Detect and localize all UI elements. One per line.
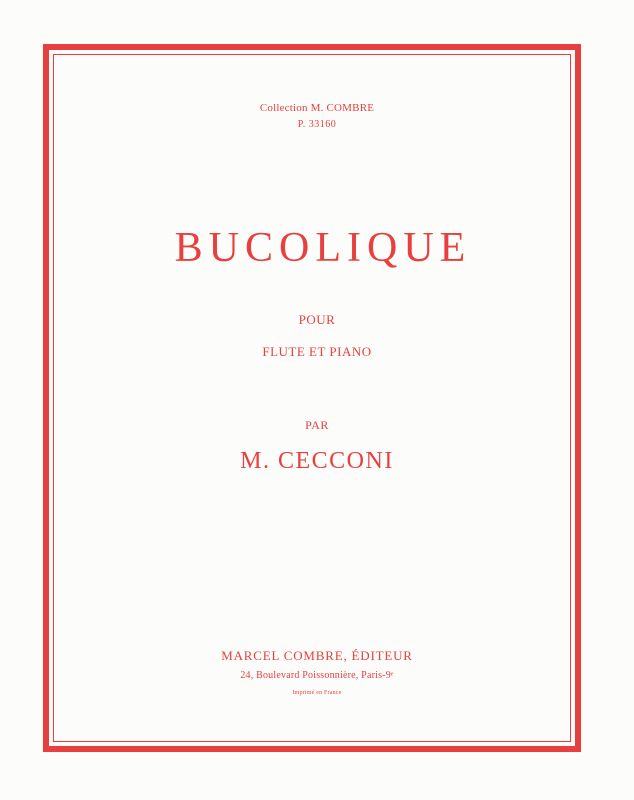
publisher-name: MARCEL COMBRE, ÉDITEUR [221, 648, 413, 663]
pour-label: POUR [298, 312, 336, 327]
page-title: BUCOLIQUE [174, 225, 472, 271]
inner-border-frame [53, 54, 571, 742]
composer-name: M. CECCONI [240, 448, 394, 474]
par-label: PAR [305, 418, 329, 432]
printed-in-label: Imprimé en France [292, 690, 342, 696]
plate-number: P. 33160 [297, 119, 337, 130]
publisher-address: 24, Boulevard Poissonnière, Paris-9ᵉ [240, 670, 394, 681]
instrumentation: FLUTE ET PIANO [262, 344, 372, 359]
collection-label: Collection M. COMBRE [259, 102, 375, 114]
